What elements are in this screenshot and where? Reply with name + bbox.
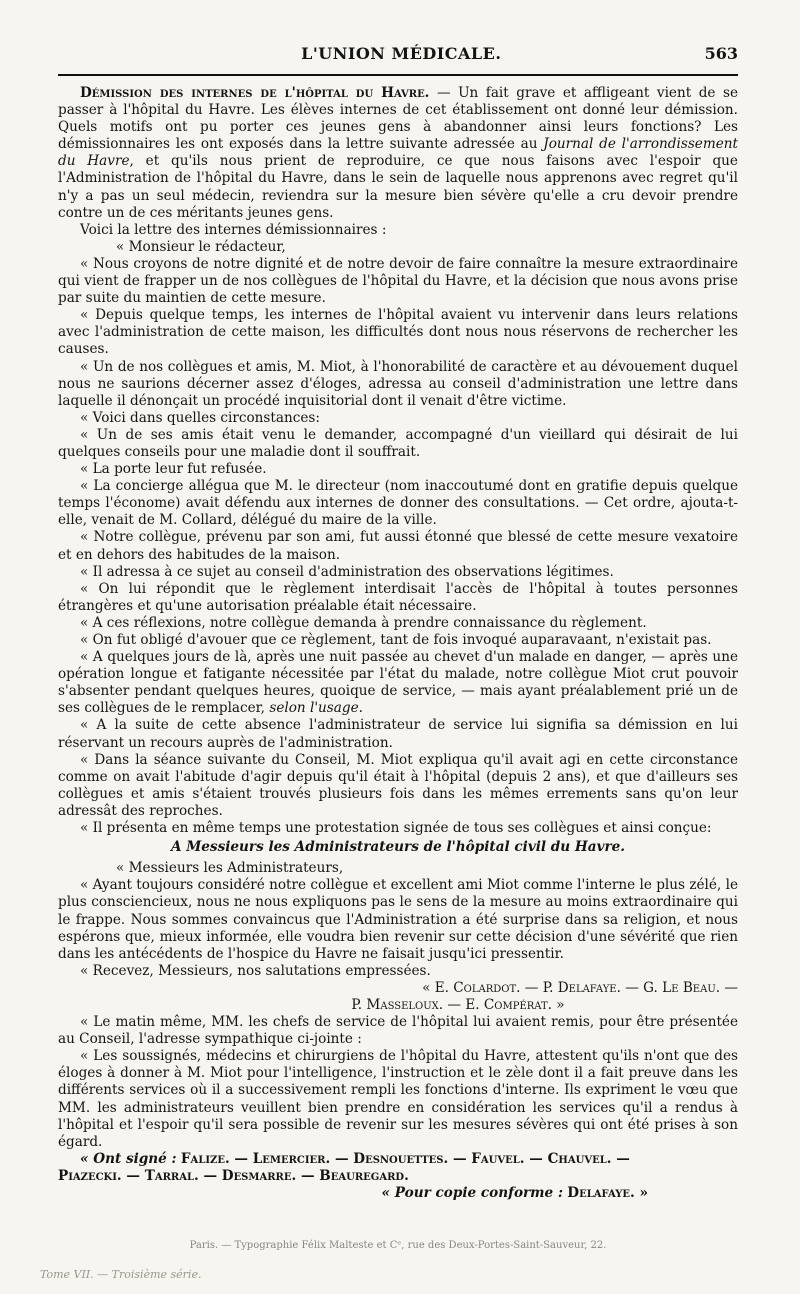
page-number: 563 <box>704 44 738 63</box>
paragraph: « Nous croyons de notre dignité et de notre devoir de faire connaître la mesure extraordinaire qui vient de frapper un de nos collègues de l'hôpital du Havre, et la décision que nous avons prise par suite du maintien de cette mesure. <box>58 255 738 307</box>
running-header <box>58 44 738 70</box>
paragraph: « Notre collègue, prévenu par son ami, fut aussi étonné que blessé de cette mesure vexatoire et en dehors des habitudes de la maison. <box>58 529 738 563</box>
paragraph: « Il présenta en même temps une protestation signée de tous ses collègues et ainsi conçue: <box>80 820 712 837</box>
paragraph: « Il adressa à ce sujet au conseil d'administration des observations légitimes. <box>80 563 614 580</box>
signatures: « E. Colardot. — P. Delafaye. — G. Le Beau. — <box>422 979 738 996</box>
printer-imprint: Paris. — Typographie Félix Malteste et Cᵉ, rue des Deux-Portes-Saint-Sauveur, 22. <box>189 1240 607 1251</box>
paragraph: « A ces réflexions, notre collègue demanda à prendre connaissance du règlement. <box>80 614 647 631</box>
signed-by: « Ont signé : Falize. — Lemercier. — Desnouettes. — Fauvel. — Chauvel. — <box>80 1150 630 1167</box>
paragraph: « A la suite de cette absence l'administrateur de service lui signifia sa démission en lui réservant un recours auprès de l'administration. <box>58 717 738 751</box>
paragraph: « Un de nos collègues et amis, M. Miot, à l'honorabilité de caractère et au dévouement duquel nous ne saurions décerner assez d'éloges, adressa au conseil d'administration une lettre dans laquelle il dénonçait un procédé inquisitorial dont il venait d'être victime. <box>58 358 738 409</box>
article-intro: Démission des internes de l'hôpital du Havre. — Un fait grave et affligeant vient de se passer à l'hôpital du Havre. Les élèves internes de cet établissement ont donné leur démission. Quels motifs ont pu porter ces jeunes gens à abandonner ainsi leurs fonctions? Les démissionnaires les ont exposés dans la lettre suivante adressée au Journal de l'arrondissement du Havre, et qu'ils nous prient de reproduire, ce que nous faisons avec l'espoir que l'Administration de l'hôpital du Havre, dans le sein de laquelle nous apprenons avec regret qu'il n'y a pas un seul médecin, reviendra sur la mesure bien sévère qu'elle a cru devoir prendre contre un de ces méritants jeunes gens. <box>58 85 738 221</box>
paragraph: « La concierge allégua que M. le directeur (nom inaccoutumé dont en gratifie depuis quelque temps l'économe) avait défendu aux internes de donner des consultations. — Cet ordre, ajouta-t-elle, venait de M. Collard, délégué du maire de la ville. <box>58 478 738 529</box>
paragraph: « Le matin même, MM. les chefs de service de l'hôpital lui avaient remis, pour être présentée au Conseil, l'adresse sympathique ci-jointe : <box>58 1014 738 1048</box>
copy-certification: « Pour copie conforme : Delafaye. » <box>381 1185 648 1201</box>
signed-by: Piazecki. — Tarral. — Desmarre. — Beauregard. <box>58 1167 409 1184</box>
paragraph: « Voici dans quelles circonstances: <box>80 409 320 426</box>
paragraph: « Un de ses amis était venu le demander, accompagné d'un vieillard qui désirait de lui quelques conseils pour une maladie dont il souffrait. <box>58 426 738 460</box>
paragraph: « A quelques jours de là, après une nuit passée au chevet d'un malade en danger, — après une opération longue et fatigante nécessitée par l'état du malade, notre collègue Miot crut pouvoir s'absenter pendant quelques heures, quoique de service, — mais ayant préalablement prié un de ses collègues de le remplacer, selon l'usage. <box>58 649 738 717</box>
protest-paragraph: « Ayant toujours considéré notre collègue et excellent ami Miot comme l'interne le plus zélé, le plus consciencieux, nous ne nous expliquons pas le sens de la mesure au moins extraordinaire qui le frappe. Nous sommes convaincus que l'Administration a été surprise dans sa religion, et nous espérons que, mieux informée, elle voudra bien revenir sur cette décision d'une sévérité que rien dans les antécédents de l'hospice du Havre ne faisait jusqu'ici pressentir. <box>58 877 738 962</box>
paragraph: « La porte leur fut refusée. <box>80 461 267 478</box>
journal-title: L'UNION MÉDICALE. <box>301 44 502 63</box>
paragraph: « Depuis quelque temps, les internes de l'hôpital avaient vu intervenir dans leurs relations avec l'administration de cette maison, les difficultés dont nous nous réservons de rechercher les causes. <box>58 307 738 358</box>
paragraph: « Dans la séance suivante du Conseil, M. Miot expliqua qu'il avait agi en cette circonstance comme on avait l'abitude d'agir depuis qu'il était à l'hôpital (depuis 2 ans), et que d'ailleurs ses collègues et amis s'étaient trouvés plusieurs fois dans les mêmes errements sans qu'on leur adressât des reproches. <box>58 751 738 819</box>
paragraph: « Les soussignés, médecins et chirurgiens de l'hôpital du Havre, attestent qu'ils n'ont que des éloges à donner à M. Miot pour l'intelligence, l'instruction et le zèle dont il a fait preuve dans les différents services où il a successivement rempli les fonctions d'interne. Ils expriment le vœu que MM. les administrateurs veuillent bien prendre en considération les services qu'il a rendus à l'hôpital et l'espoir qu'il sera possible de revenir sur les mesures sévères qui ont été prises à son égard. <box>58 1048 738 1150</box>
letter-salutation: « Monsieur le rédacteur, <box>116 238 286 255</box>
page <box>58 44 738 1202</box>
paragraph: « On fut obligé d'avouer que ce règlement, tant de fois invoqué auparavaant, n'existait pas. <box>80 632 712 648</box>
protest-closing: « Recevez, Messieurs, nos salutations empressées. <box>80 962 431 979</box>
volume-note: Tome VII. — Troisième série. <box>40 1268 202 1281</box>
protest-heading: A Messieurs les Administrateurs de l'hôpital civil du Havre. <box>170 839 626 856</box>
letter-intro: Voici la lettre des internes démissionnaires : <box>80 221 387 238</box>
article-heading: Démission des internes de l'hôpital du Havre. <box>80 85 430 101</box>
header-rule <box>58 74 738 76</box>
paragraph: « On lui répondit que le règlement interdisait l'accès de l'hôpital à toutes personnes étrangères et qu'une autorisation préalable était nécessaire. <box>58 580 738 614</box>
signatures: P. Masseloux. — E. Compérat. » <box>351 996 565 1013</box>
protest-salutation: « Messieurs les Administrateurs, <box>116 860 344 877</box>
